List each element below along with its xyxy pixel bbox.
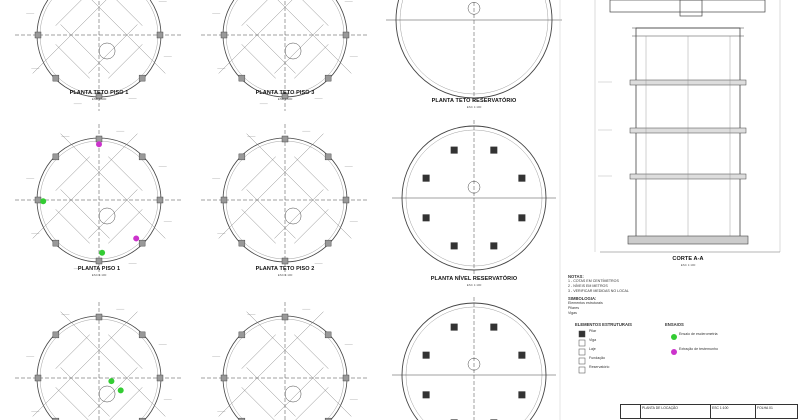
legend-item: Elementos estruturais [568, 301, 603, 305]
pillar [518, 175, 525, 182]
central-opening [285, 208, 301, 224]
pillar [239, 240, 245, 246]
pillar [239, 75, 245, 81]
pillar [423, 175, 430, 182]
plan-scale-teto-piso-3: ESC 1:100 [277, 97, 293, 101]
title-block-cell: PLANTA DE LOCAÇÃO [641, 405, 711, 418]
note-line: 2 - NÍVEIS EM METROS [568, 284, 608, 288]
pillar [490, 324, 497, 331]
plan-scale-piso-1: ESC 1:100 [91, 273, 107, 277]
pillar [325, 332, 331, 338]
plan-scale-nivel-reservatorio: ESC 1:100 [466, 283, 482, 287]
beam-diagonal [247, 24, 296, 73]
legend-item: Pilares [568, 306, 579, 310]
central-opening [99, 43, 115, 59]
test-marker [96, 141, 102, 147]
beam-segment [294, 387, 328, 420]
beam-diagonal [247, 367, 296, 416]
plan-title-teto-piso-1: PLANTA TETO PISO 1 [69, 90, 129, 96]
pillar [451, 242, 458, 249]
section-corte-a-a [595, 0, 780, 252]
beam-segment [56, 157, 90, 191]
plan-scale-corte-a-a: ESC 1:100 [680, 263, 696, 267]
pillar [35, 197, 41, 203]
title-block-cell: FOLHA 01 [757, 406, 773, 410]
pillar [96, 258, 102, 264]
plan-title-nivel-reservatorio: PLANTA NÍVEL RESERVATÓRIO [430, 276, 518, 282]
pillar [451, 147, 458, 154]
beam-diagonal [61, 312, 166, 417]
pillar [518, 391, 525, 398]
beam-segment [56, 209, 90, 243]
pillar [35, 32, 41, 38]
beam-diagonal [247, 312, 352, 417]
beam-segment [294, 335, 328, 369]
beam-segment [294, 157, 328, 191]
beam-segment [108, 44, 142, 78]
section-top-tank [610, 0, 765, 12]
beam-segment [108, 157, 142, 191]
beam-diagonal [247, 189, 296, 238]
plan-title-teto-piso-2: PLANTA TETO PISO 2 [255, 266, 315, 272]
pillar [139, 240, 145, 246]
beam-diagonal [88, 24, 137, 73]
pillar [490, 242, 497, 249]
beam-diagonal [33, 0, 138, 73]
beam-segment [108, 387, 142, 420]
pillar [239, 332, 245, 338]
beam-segment [242, 335, 276, 369]
element-item: Viga [589, 338, 597, 342]
beam-diagonal [219, 134, 324, 239]
beam-segment [56, 387, 90, 420]
notes-heading: NOTAS: [568, 274, 584, 279]
beam-segment [294, 44, 328, 78]
beam-diagonal [61, 0, 166, 73]
reservoir-plan [392, 120, 556, 276]
beam-segment [108, 335, 142, 369]
element-item: Pilar [589, 329, 597, 333]
tests-heading: ENSAIOS [665, 322, 684, 327]
pillar [139, 332, 145, 338]
pillar [139, 75, 145, 81]
beam-diagonal [61, 189, 110, 238]
element-item: Laje [589, 347, 596, 351]
pillar [343, 375, 349, 381]
pillar [451, 324, 458, 331]
beam-segment [242, 209, 276, 243]
beam-diagonal [219, 312, 324, 417]
pillar [343, 32, 349, 38]
beam-segment [294, 209, 328, 243]
beam-segment [56, 335, 90, 369]
pillar [325, 240, 331, 246]
pillar [325, 154, 331, 160]
pillar [423, 352, 430, 359]
plan-scale-teto-piso-1: ESC 1:100 [91, 97, 107, 101]
beam-diagonal [88, 367, 137, 416]
test-marker [108, 378, 114, 384]
pillar [157, 32, 163, 38]
pillar [157, 197, 163, 203]
central-opening [285, 386, 301, 402]
beam-diagonal [247, 134, 352, 239]
beam-diagonal [247, 0, 352, 73]
beam-diagonal [274, 24, 323, 73]
reservoir-plan [386, 0, 562, 104]
pillar [518, 352, 525, 359]
plans-layer [15, 0, 562, 420]
note-line: 3 - VERIFICAR MEDIDAS NO LOCAL [568, 289, 629, 293]
pillar [96, 314, 102, 320]
plan-title-piso-1: PLANTA PISO 1 [77, 266, 121, 272]
pillar [325, 75, 331, 81]
pillar [282, 314, 288, 320]
floor-plan [201, 302, 369, 420]
pillar [282, 136, 288, 142]
test-marker [40, 198, 46, 204]
floor-plan [15, 124, 183, 276]
elements-block [575, 322, 632, 372]
legend-block [568, 296, 603, 316]
test-item: Extração de testemunho [679, 347, 718, 351]
beam-diagonal [61, 134, 166, 239]
beam-diagonal [219, 0, 324, 73]
title-block-cell: ESC 1:100 [711, 405, 756, 418]
beam-diagonal [274, 189, 323, 238]
beam-diagonal [33, 134, 138, 239]
legend-heading: SIMBOLOGIA: [568, 296, 597, 301]
central-opening [99, 386, 115, 402]
plan-title-teto-reservatorio: PLANTA TETO RESERVATÓRIO [431, 98, 517, 104]
beam-segment [242, 44, 276, 78]
central-opening [285, 43, 301, 59]
pillar [221, 375, 227, 381]
pillar [221, 197, 227, 203]
pillar [423, 214, 430, 221]
beam-diagonal [61, 24, 110, 73]
beam-diagonal [33, 312, 138, 417]
pillar [157, 375, 163, 381]
plan-title-corte-a-a: CORTE A-A [672, 256, 704, 262]
test-marker [99, 250, 105, 256]
pillar [490, 147, 497, 154]
beam-diagonal [274, 367, 323, 416]
test-marker [118, 387, 124, 393]
notes-block [568, 274, 629, 294]
beam-segment [56, 44, 90, 78]
pillar [282, 258, 288, 264]
tests-block [665, 322, 718, 357]
pillar [35, 375, 41, 381]
pillar [53, 75, 59, 81]
section-foundation [628, 236, 748, 244]
floor-plan [15, 302, 183, 420]
pillar [139, 154, 145, 160]
title-block-cell [621, 405, 641, 418]
pillar [343, 197, 349, 203]
element-item: Reservatório [589, 365, 610, 369]
note-line: 1 - COTAS EM CENTÍMETROS [568, 279, 619, 283]
section-top-opening [680, 0, 702, 16]
reservoir-plan [392, 297, 556, 420]
beam-diagonal [61, 367, 110, 416]
test-item: Ensaio de esclerometria [679, 332, 718, 336]
beam-segment [242, 157, 276, 191]
beam-segment [242, 387, 276, 420]
pillar [221, 32, 227, 38]
pillar [53, 332, 59, 338]
pillar [53, 240, 59, 246]
elements-heading: ELEMENTOS ESTRUTURAIS [575, 322, 632, 327]
legend-item: Vigas [568, 311, 577, 315]
floor-plan [201, 124, 369, 276]
title-block [620, 404, 798, 419]
pillar [423, 391, 430, 398]
test-marker [133, 235, 139, 241]
plan-scale-teto-piso-2: ESC 1:100 [277, 273, 293, 277]
pillar [96, 136, 102, 142]
plan-scale-teto-reservatorio: ESC 1:100 [466, 105, 482, 109]
pillar [518, 214, 525, 221]
element-item: Fundação [589, 356, 605, 360]
plan-title-teto-piso-3: PLANTA TETO PISO 3 [255, 90, 315, 96]
pillar [53, 154, 59, 160]
pillar [239, 154, 245, 160]
beam-diagonal [88, 189, 137, 238]
central-opening [99, 208, 115, 224]
